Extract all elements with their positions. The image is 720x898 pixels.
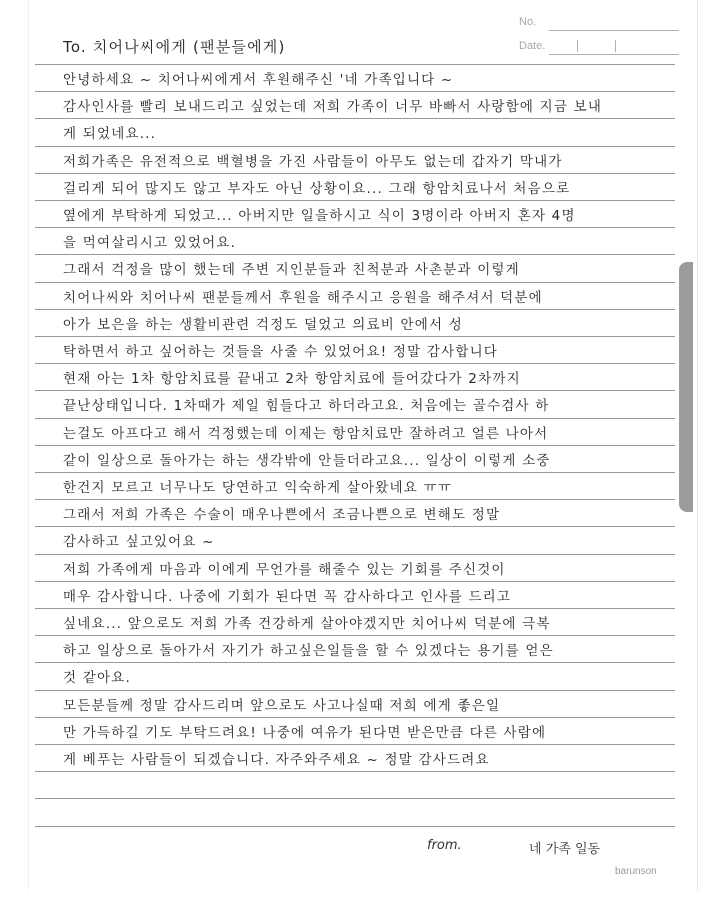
ruled-line — [35, 445, 675, 446]
letter-paper — [28, 0, 698, 890]
brand-logo: barunson — [615, 866, 657, 877]
letter-line: 안녕하세요 ~ 치어나씨에게서 후원해주신 '네 가족입니다 ~ — [63, 72, 454, 88]
letter-line: 는걸도 아프다고 해서 걱정했는데 이제는 항암치료만 잘하려고 얼른 나아서 — [63, 425, 549, 442]
ruled-line — [35, 336, 675, 337]
ruled-line — [35, 146, 675, 147]
letter-line: 그래서 걱정을 많이 했는데 주변 지인분들과 친척분과 사촌분과 이렇게 — [63, 262, 520, 279]
letter-line: 감사인사를 빨리 보내드리고 싶었는데 저희 가족이 너무 바빠서 사랑함에 지금 보내 — [63, 99, 603, 116]
from-label: from. — [427, 838, 462, 853]
ruled-line — [35, 118, 675, 119]
letter-line: 한건지 모르고 너무나도 당연하고 익숙하게 살아왔네요 ㅠㅠ — [63, 480, 452, 496]
ruled-line — [35, 581, 675, 582]
letter-line: 모든분들께 정말 감사드리며 앞으로도 사고나실때 저희 에게 좋은일 — [63, 697, 501, 714]
letter-line: 같이 일상으로 돌아가는 하는 생각밖에 안들더라고요... 일상이 이렇게 소중 — [63, 452, 551, 469]
letter-line: 저희 가족에게 마음과 이에게 무언가를 해줄수 있는 기회를 주신것이 — [63, 561, 506, 578]
ruled-line — [35, 418, 675, 419]
letter-line: 아가 보은을 하는 생활비관련 걱정도 덜었고 의료비 안에서 성 — [63, 316, 463, 333]
no-label: No. — [519, 16, 537, 28]
ruled-line — [35, 200, 675, 201]
letter-line: 탁하면서 하고 싶어하는 것들을 사줄 수 있었어요! 정말 감사합니다 — [63, 344, 499, 360]
letter-line: 걸리게 되어 많지도 않고 부자도 아닌 상황이요... 그래 항암치료나서 처음으로 — [63, 180, 571, 197]
ruled-line — [35, 173, 675, 174]
no-line — [549, 30, 679, 31]
paper-tab — [679, 262, 693, 512]
ruled-line — [35, 798, 675, 799]
ruled-line — [35, 254, 675, 255]
letter-line: 을 먹여살리시고 있었어요. — [63, 235, 237, 252]
ruled-line — [35, 472, 675, 473]
letter-line: 하고 일상으로 돌아가서 자기가 하고싶은일들을 할 수 있겠다는 용기를 얻은 — [63, 643, 554, 660]
letter-line: 게 되었네요... — [63, 126, 157, 143]
ruled-line — [35, 554, 675, 555]
letter-line: 옆에게 부탁하게 되었고... 아버지만 일을하시고 식이 3명이라 아버지 혼자 4명 — [63, 208, 576, 224]
ruled-line — [35, 717, 675, 718]
letter-line: 저희가족은 유전적으로 백혈병을 가진 사람들이 아무도 없는데 갑자기 막내가 — [63, 153, 563, 170]
ruled-line — [35, 64, 675, 65]
ruled-line — [35, 744, 675, 745]
letter-line: 치어나씨와 치어나씨 팬분들께서 후원을 해주시고 응원을 해주셔서 덕분에 — [63, 289, 543, 306]
letter-line: 싶네요... 앞으로도 저희 가족 건강하게 살아야겠지만 치어나씨 덕분에 극복 — [63, 616, 551, 632]
ruled-line — [35, 662, 675, 663]
letter-line: 것 같아요. — [63, 670, 131, 687]
letter-line: 게 베푸는 사람들이 되겠습니다. 자주와주세요 ~ 정말 감사드려요 — [63, 752, 490, 768]
ruled-line — [35, 309, 675, 310]
letter-line: 그래서 저희 가족은 수술이 매우나쁜에서 조금나쁜으로 변해도 정말 — [63, 507, 501, 524]
letter-line: 매우 감사합니다. 나중에 기회가 된다면 꼭 감사하다고 인사를 드리고 — [63, 588, 512, 605]
ruled-line — [35, 771, 675, 772]
ruled-line — [35, 227, 675, 228]
letter-line: 감사하고 싶고있어요 ~ — [63, 534, 215, 551]
ruled-line — [35, 390, 675, 391]
ruled-line — [35, 826, 675, 827]
ruled-line — [35, 363, 675, 364]
ruled-line — [35, 282, 675, 283]
date-label-text: Date. — [519, 40, 546, 52]
ruled-line — [35, 690, 675, 691]
letter-line: 만 가득하길 기도 부탁드려요! 나중에 여유가 된다면 받은만큼 다른 사람에 — [63, 724, 547, 741]
salutation: To. 치어나씨에게 (팬분들에게) — [63, 38, 286, 56]
ruled-line — [35, 499, 675, 500]
ruled-line — [35, 91, 675, 92]
letter-line: 끝난상태입니다. 1차때가 제일 힘들다고 하더라고요. 처음에는 골수검사 하 — [63, 398, 550, 415]
ruled-line — [35, 526, 675, 527]
letter-line: 현재 아는 1차 항암치료를 끝내고 2차 항암치료에 들어갔다가 2차까지 — [63, 371, 521, 388]
ruled-line — [35, 635, 675, 636]
ruled-line — [35, 608, 675, 609]
signature: 네 가족 일동 — [529, 842, 601, 857]
